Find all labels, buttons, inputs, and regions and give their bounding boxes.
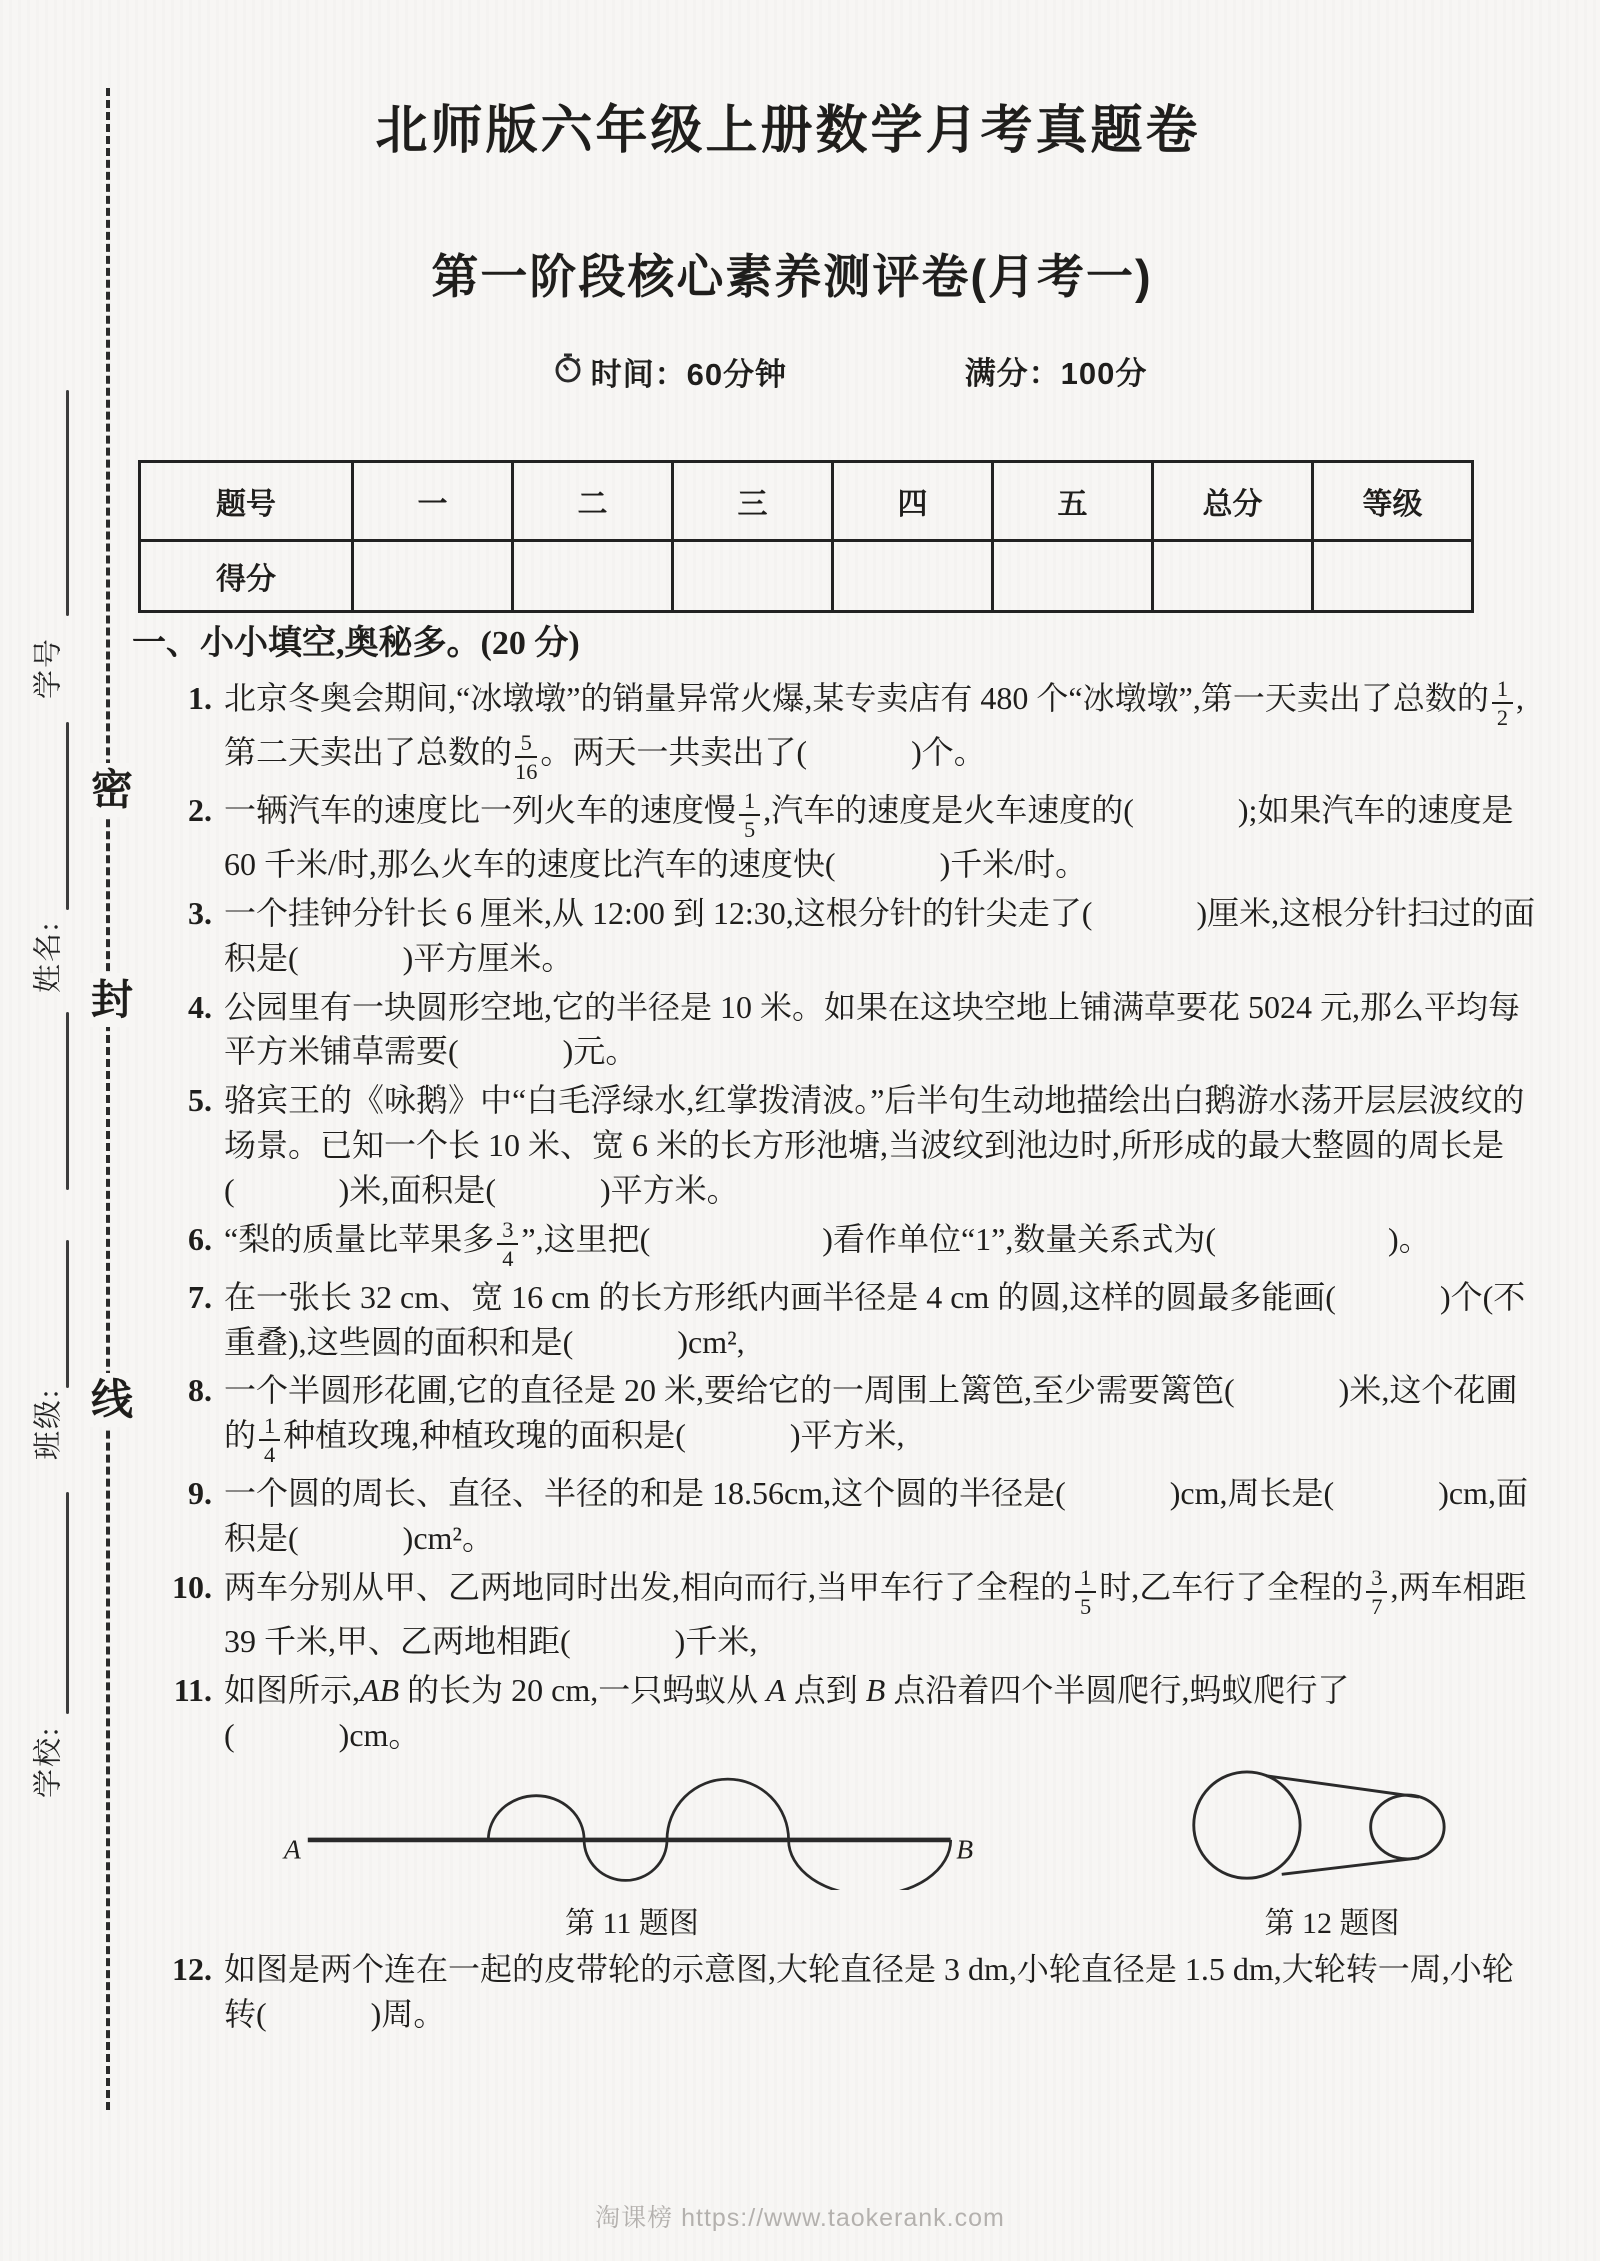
- name-label: 姓名:: [32, 920, 65, 994]
- question: 3. 一个挂钟分针长 6 厘米,从 12:00 到 12:30,这根分针的针尖走了( )厘米,这根分针扫过的面积是( )平方厘米。: [132, 891, 1544, 981]
- answer-blank: ( ): [224, 1171, 350, 1208]
- figure-row: [132, 1764, 1544, 1946]
- score-cell-empty: [1153, 541, 1313, 612]
- school-blank-line: [66, 1492, 69, 1714]
- seal-char-mi: 密: [89, 763, 135, 817]
- answer-blank: ( ): [1081, 895, 1208, 932]
- paper-info-line: [130, 348, 1570, 394]
- paper-title: 北师版六年级上册数学月考真题卷: [375, 102, 1201, 160]
- point-b-label: B: [956, 1832, 974, 1864]
- stopwatch-icon: [553, 350, 583, 392]
- question-number: 1.: [188, 679, 212, 716]
- score-cell-empty: [1313, 541, 1473, 612]
- math-variable: AB: [360, 1672, 400, 1709]
- score-table-score-row: [140, 541, 1473, 612]
- question: 12. 如图是两个连在一起的皮带轮的示意图,大轮直径是 3 dm,小轮直径是 1.5 dm,大轮转一周,小轮转( )周。: [132, 1947, 1544, 2037]
- figure-q11: [282, 1764, 982, 1946]
- answer-blank: ( ): [1224, 1372, 1350, 1409]
- answer-blank: ( ): [639, 1220, 833, 1257]
- score-table-header-row: [140, 462, 1473, 541]
- question: 2. 一辆汽车的速度比一列火车的速度慢 $\frac{1}{5}$ ,汽车的速度是火车速度的( );如果汽车的速度是 60 千米/时,那么火车的速度比汽车的速度快( )千米/时。: [132, 788, 1544, 887]
- question: 6. “梨的质量比苹果多 $\frac{3}{4}$ ”,这里把( )看作单位“1”,数量关系式为( )。: [132, 1217, 1544, 1271]
- question: 1. 北京冬奥会期间,“冰墩墩”的销量异常火爆,某专卖店有 480 个“冰墩墩”,第一天卖出了总数的 $\frac{1}{2}$ ,第二天卖出了总数的 $\frac{5}{16}$ 。两天一共卖出了( )个。: [132, 676, 1544, 784]
- question-number: 9.: [188, 1475, 212, 1512]
- paper-body: [132, 620, 1544, 2041]
- time-label: 时间：60分钟: [590, 356, 788, 392]
- answer-blank: ( ): [1325, 1278, 1451, 1315]
- answer-blank: ( ): [256, 1996, 382, 2033]
- question-number: 5.: [188, 1082, 212, 1119]
- score-cell-empty: [833, 541, 993, 612]
- answer-blank: ( ): [560, 1623, 686, 1660]
- seal-char-feng: 封: [89, 973, 135, 1027]
- answer-blank: ( ): [675, 1417, 801, 1454]
- question-number: 6.: [188, 1220, 212, 1257]
- seal-dashed-line: [106, 88, 110, 2110]
- answer-blank: ( ): [796, 733, 922, 770]
- figure-q11-caption: 第 11 题图: [565, 1907, 699, 1941]
- answer-blank: ( ): [1123, 792, 1249, 829]
- question: 8. 一个半圆形花圃,它的直径是 20 米,要给它的一周围上篱笆,至少需要篱笆( )米,这个花圃的 $\frac{1}{4}$ 种植玫瑰,种植玫瑰的面积是( )平方米,: [132, 1368, 1544, 1467]
- score-col-header: 总分: [1153, 462, 1313, 541]
- score-col-header: 五: [993, 462, 1153, 541]
- seal-char-xian: 线: [89, 1373, 135, 1427]
- question-number: 8.: [188, 1372, 212, 1409]
- answer-blank: ( ): [288, 939, 414, 976]
- student-number-blank-line: [66, 390, 69, 616]
- class-blank-line: [66, 1240, 69, 1388]
- figure-q12-caption: 第 12 题图: [1264, 1907, 1400, 1941]
- question-list-1-to-11: [132, 676, 1544, 1758]
- student-number-label: 学号: [32, 636, 65, 700]
- fraction: $\frac{1}{2}$: [1489, 676, 1516, 730]
- answer-blank: ( ): [1205, 1220, 1399, 1257]
- fraction: $\frac{1}{4}$: [256, 1413, 283, 1467]
- question-list-12: [132, 1947, 1544, 2037]
- answer-blank: ( ): [288, 1520, 414, 1557]
- pulley-figure: [1187, 1764, 1477, 1890]
- fraction: $\frac{3}{7}$: [1363, 1565, 1390, 1619]
- score-table: [138, 460, 1474, 613]
- answer-blank: ( ): [224, 1716, 350, 1753]
- time-info: [553, 349, 787, 394]
- section-one-heading: 一、小小填空,奥秘多。(20 分): [132, 625, 580, 662]
- answer-blank: ( ): [485, 1171, 611, 1208]
- answer-blank: ( ): [1055, 1475, 1181, 1512]
- ant-path-figure: [282, 1764, 982, 1890]
- paper-subtitle: 第一阶段核心素养测评卷(月考一): [431, 250, 1153, 303]
- score-row-label: 得分: [140, 541, 353, 612]
- question: 7. 在一张长 32 cm、宽 16 cm 的长方形纸内画半径是 4 cm 的圆,这样的圆最多能画( )个(不重叠),这些圆的面积和是( )cm²,: [132, 1275, 1544, 1365]
- point-a-label: A: [283, 1832, 301, 1864]
- answer-blank: ( ): [1323, 1475, 1449, 1512]
- score-cell-empty: [673, 541, 833, 612]
- fraction: $\frac{1}{5}$: [736, 788, 763, 842]
- score-cell-empty: [513, 541, 673, 612]
- figure-q12: [1187, 1764, 1477, 1946]
- class-label: 班级:: [32, 1387, 65, 1461]
- question: 5. 骆宾王的《咏鹅》中“白毛浮绿水,红掌拨清波。”后半句生动地描绘出白鹅游水荡开层层波纹的场景。已知一个长 10 米、宽 6 米的长方形池塘,当波纹到池边时,所形成的最大整圆的周长是( )米,面积是( )平方米。: [132, 1078, 1544, 1212]
- question-number: 12.: [172, 1951, 212, 1988]
- score-col-header: 二: [513, 462, 673, 541]
- score-cell-empty: [993, 541, 1153, 612]
- score-col-header: 等级: [1313, 462, 1473, 541]
- question-number: 10.: [172, 1569, 212, 1606]
- fraction: $\frac{1}{5}$: [1072, 1565, 1099, 1619]
- answer-blank: ( ): [448, 1033, 574, 1070]
- math-variable: A: [766, 1672, 786, 1709]
- question-number: 11.: [173, 1672, 212, 1709]
- question-number: 4.: [188, 988, 212, 1025]
- score-col-header: 一: [353, 462, 513, 541]
- question: 11. 如图所示,AB 的长为 20 cm,一只蚂蚁从 A 点到 B 点沿着四个半圆爬行,蚂蚁爬行了( )cm。: [132, 1668, 1544, 1758]
- fraction: $\frac{5}{16}$: [515, 729, 538, 784]
- math-variable: B: [865, 1672, 886, 1709]
- question: 4. 公园里有一块圆形空地,它的半径是 10 米。如果在这块空地上铺满草要花 5024 元,那么平均每平方米铺草需要( )元。: [132, 985, 1544, 1075]
- watermark: 淘课榜 https://www.taokerank.com: [595, 2204, 1005, 2232]
- question-number: 3.: [188, 895, 212, 932]
- question-number: 2.: [188, 792, 212, 829]
- score-col-header: 四: [833, 462, 993, 541]
- question: 9. 一个圆的周长、直径、半径的和是 18.56cm,这个圆的半径是( )cm,周长是( )cm,面积是( )cm²。: [132, 1471, 1544, 1561]
- question: 10. 两车分别从甲、乙两地同时出发,相向而行,当甲车行了全程的 $\frac{1}{5}$ 时,乙车行了全程的 $\frac{3}{7}$ ,两车相距 39 千米,甲、乙两地相距( )千米,: [132, 1565, 1544, 1664]
- answer-blank: ( ): [824, 846, 951, 883]
- score-col-header: 三: [673, 462, 833, 541]
- name-blank-line: [66, 722, 69, 910]
- class-blank-line-upper: [66, 1012, 69, 1190]
- score-table-corner: 题号: [140, 462, 353, 541]
- answer-blank: ( ): [562, 1323, 688, 1360]
- fraction: $\frac{3}{4}$: [494, 1217, 521, 1271]
- full-score-label: 满分：100分: [964, 356, 1148, 391]
- score-cell-empty: [353, 541, 513, 612]
- school-label: 学校:: [32, 1725, 65, 1799]
- question-number: 7.: [188, 1278, 212, 1315]
